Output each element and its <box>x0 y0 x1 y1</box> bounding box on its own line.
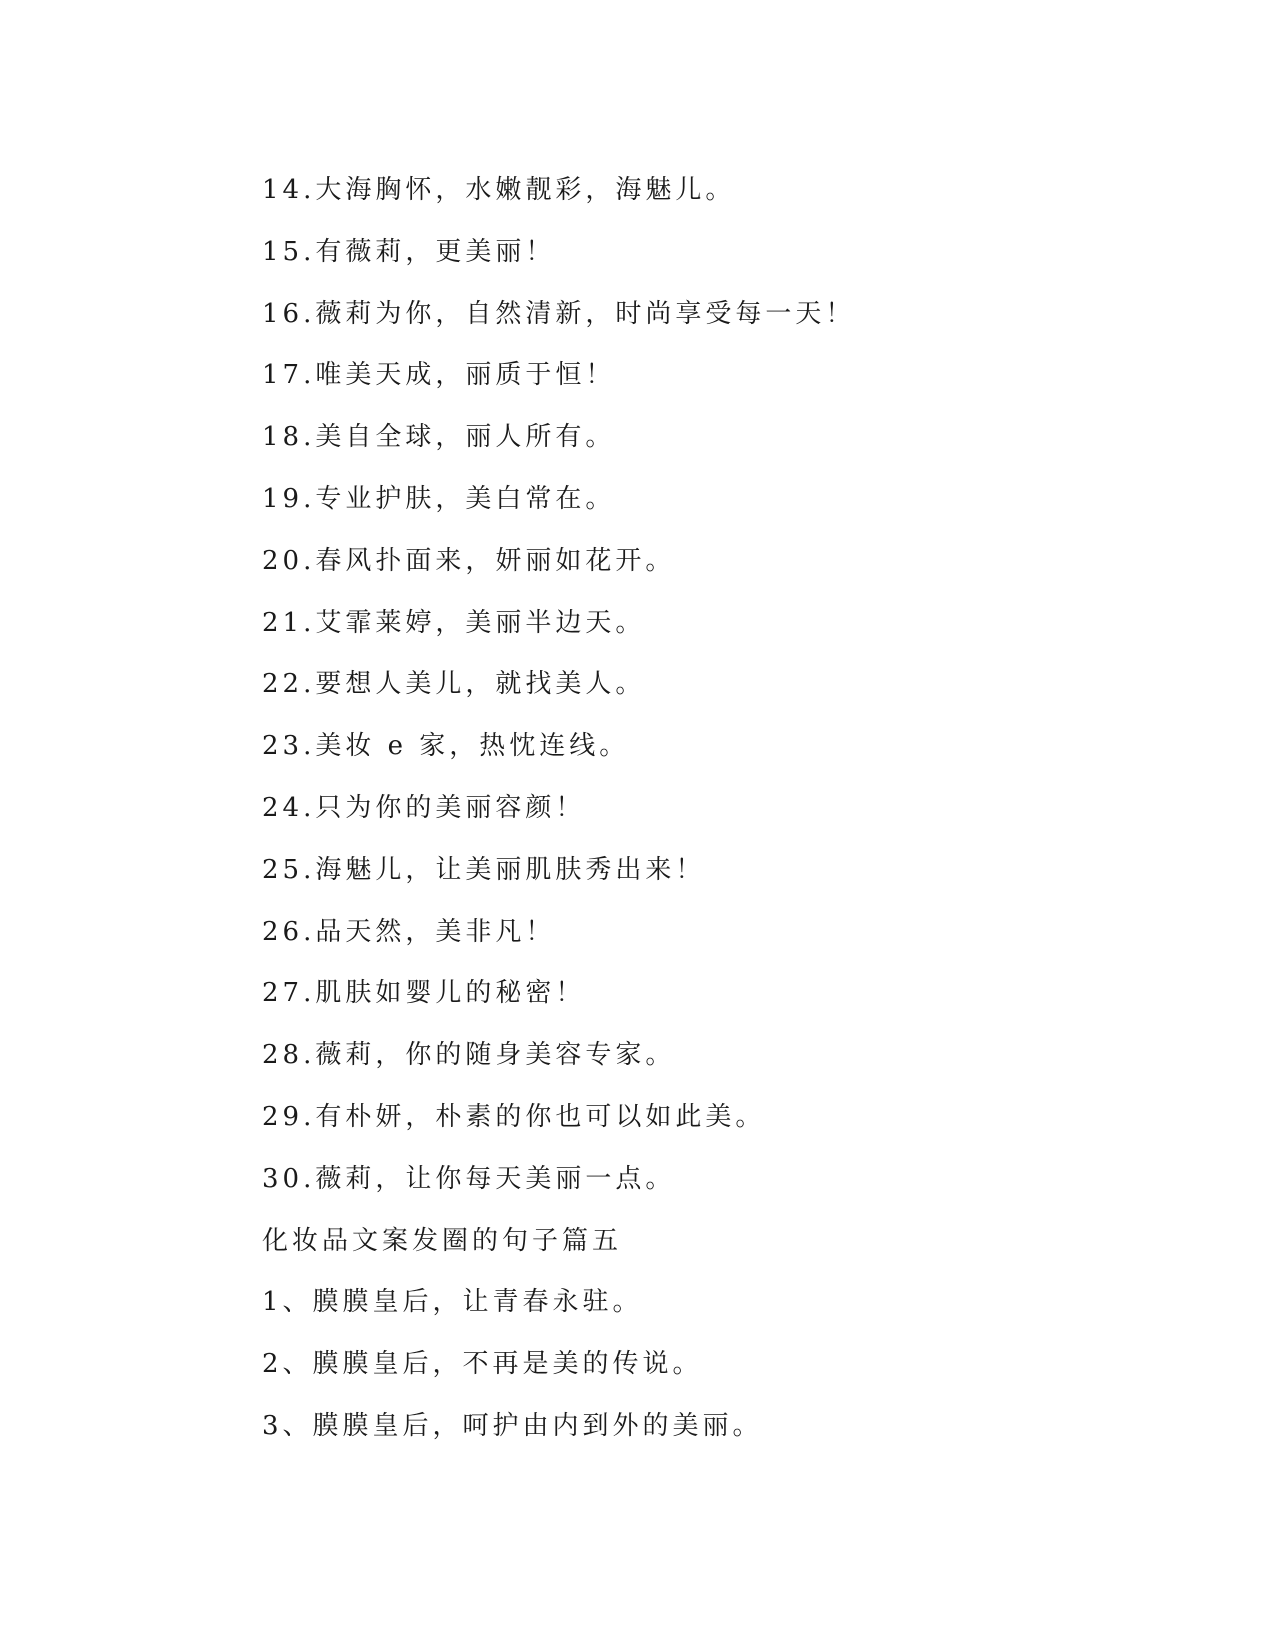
text-line: 3、膜膜皇后，呵护由内到外的美丽。 <box>262 1410 763 1441</box>
text-line: 22.要想人美儿，就找美人。 <box>262 669 646 700</box>
text-line: 30.薇莉，让你每天美丽一点。 <box>262 1163 676 1194</box>
text-line: 20.春风扑面来，妍丽如花开。 <box>262 545 676 576</box>
text-line: 17.唯美天成，丽质于恒！ <box>262 360 616 391</box>
document-body <box>262 163 1082 1461</box>
text-line: 1、膜膜皇后，让青春永驻。 <box>262 1287 643 1318</box>
section-heading: 化妆品文案发圈的句子篇五 <box>262 1225 623 1256</box>
text-line: 23.美妆 e 家，热忱连线。 <box>262 731 630 762</box>
text-line: 28.薇莉，你的随身美容专家。 <box>262 1040 676 1071</box>
text-line: 18.美自全球，丽人所有。 <box>262 422 616 453</box>
text-line: 25.海魅儿，让美丽肌肤秀出来！ <box>262 854 706 885</box>
text-line: 27.肌肤如婴儿的秘密！ <box>262 978 586 1009</box>
text-line: 26.品天然，美非凡！ <box>262 916 556 947</box>
text-line: 16.薇莉为你，自然清新，时尚享受每一天！ <box>262 298 856 329</box>
text-line: 29.有朴妍，朴素的你也可以如此美。 <box>262 1101 766 1132</box>
text-line: 21.艾霏莱婷，美丽半边天。 <box>262 607 646 638</box>
text-line: 2、膜膜皇后，不再是美的传说。 <box>262 1349 703 1380</box>
text-line: 15.有薇莉，更美丽！ <box>262 236 556 267</box>
text-line: 14.大海胸怀，水嫩靓彩，海魅儿。 <box>262 175 736 205</box>
text-line: 19.专业护肤，美白常在。 <box>262 483 616 514</box>
text-line: 24.只为你的美丽容颜！ <box>262 792 586 823</box>
